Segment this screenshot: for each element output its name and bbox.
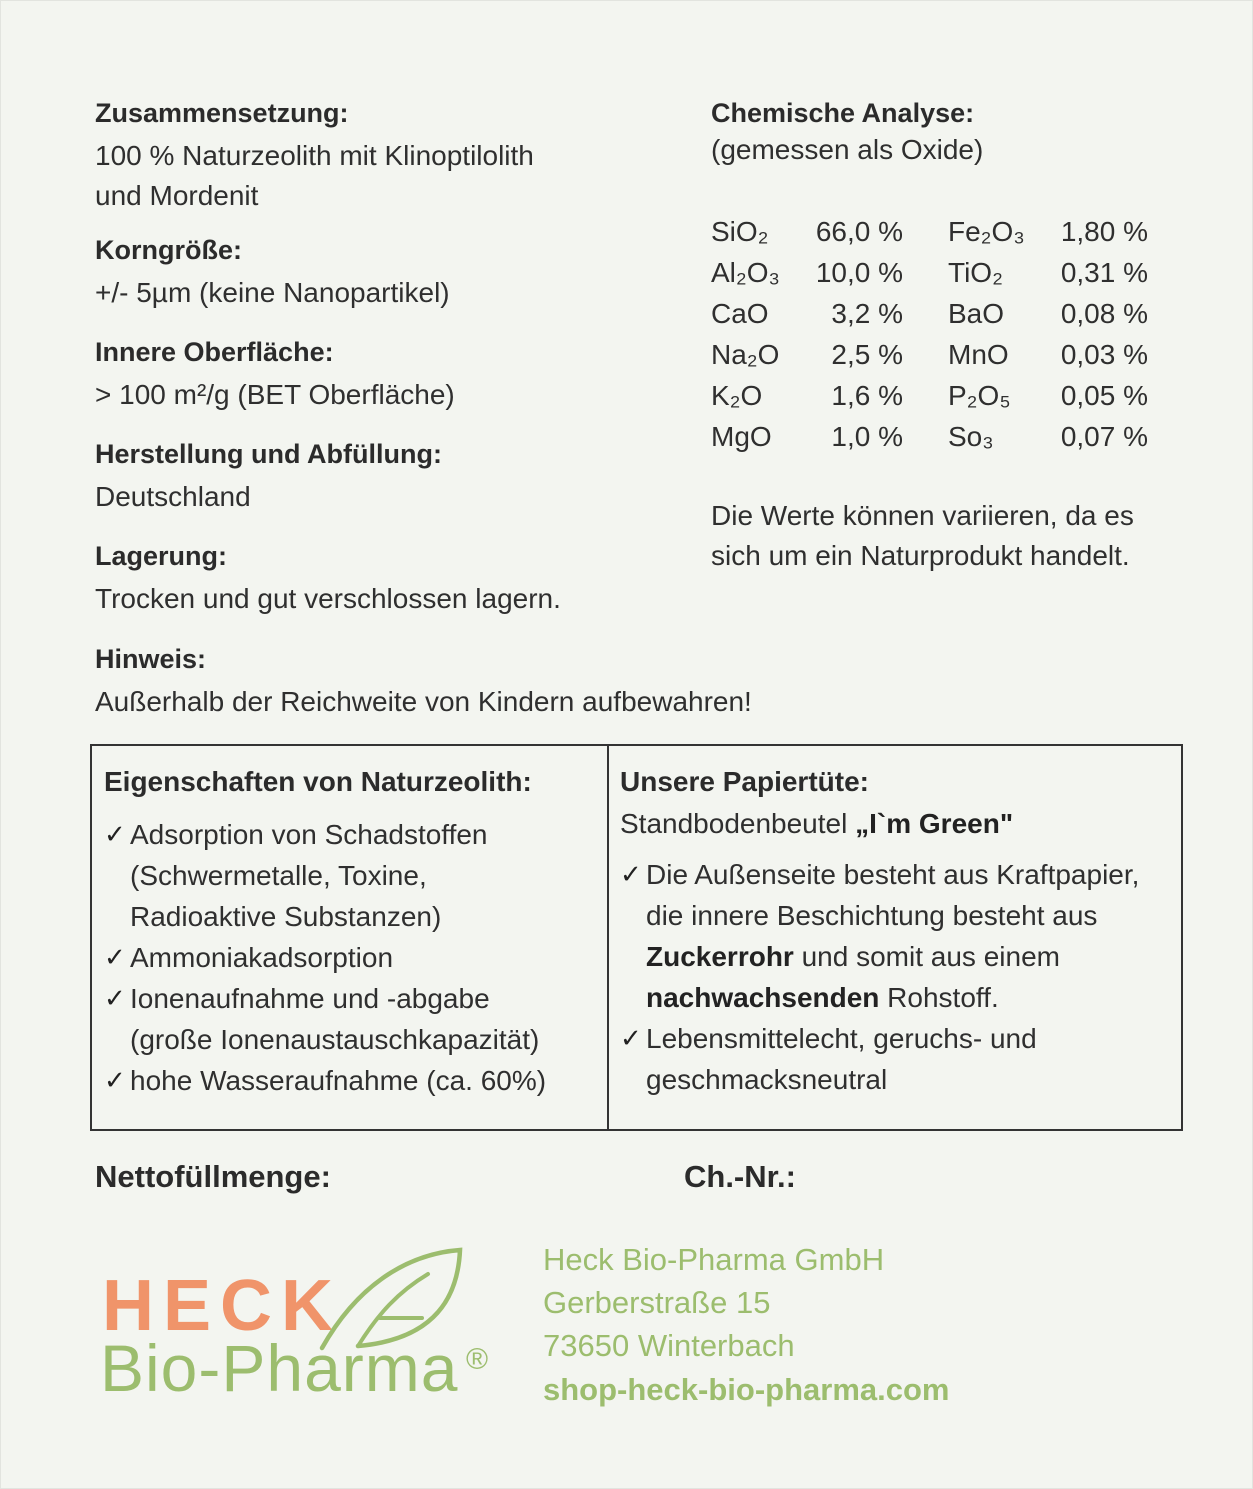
oxide-formula: MnO: [948, 339, 1009, 370]
checkmark-icon: ✓: [104, 983, 126, 1013]
highlight-text: nachwachsenden: [646, 982, 880, 1013]
logo-heck-text: HECK: [102, 1266, 343, 1346]
analysis-disclaimer: [711, 496, 1241, 576]
composition-section: [95, 96, 655, 216]
item-line: (große Ionenaustauschkapazität): [130, 1024, 540, 1055]
highlight-text: Zuckerrohr: [646, 941, 794, 972]
bag-subtitle-prefix: Standbodenbeutel: [620, 808, 856, 839]
surface-text: > 100 m²/g (BET Oberfläche): [95, 379, 455, 410]
list-item: [620, 854, 1175, 1018]
analysis-subheading: (gemessen als Oxide): [711, 134, 984, 165]
production-text: Deutschland: [95, 481, 251, 512]
list-item: [104, 814, 599, 937]
oxide-formula: Fe₂O₃: [948, 216, 1025, 247]
oxide-value: 66,0 %: [815, 216, 903, 247]
logo-bio-pharma-text: Bio-Pharma: [100, 1331, 459, 1405]
bag-subtitle: [620, 804, 1175, 844]
shop-website-link[interactable]: shop-heck-bio-pharma.com: [543, 1372, 950, 1407]
bag-product-name: „I`m Green": [855, 808, 1014, 839]
composition-heading: Zusammensetzung:: [95, 98, 349, 128]
company-street: Gerberstraße 15: [543, 1285, 771, 1320]
checkmark-icon: ✓: [620, 1023, 642, 1053]
box-divider: [607, 746, 609, 1129]
oxide-formula: MgO: [711, 421, 772, 452]
item-text: Rohstoff.: [879, 982, 999, 1013]
checkmark-icon: ✓: [104, 819, 126, 849]
note-section: [95, 642, 995, 722]
oxide-value: 0,08 %: [1060, 298, 1148, 329]
oxide-value: 3,2 %: [831, 298, 903, 329]
oxide-value: 2,5 %: [831, 339, 903, 370]
oxide-value: 1,80 %: [1060, 216, 1148, 247]
oxide-value: 0,03 %: [1060, 339, 1148, 370]
oxide-formula: SiO₂: [711, 216, 769, 247]
oxide-formula: TiO₂: [948, 257, 1003, 288]
item-line: Die Außenseite besteht aus Kraftpapier,: [646, 859, 1140, 890]
item-line: [646, 936, 1175, 977]
checkmark-icon: ✓: [104, 942, 126, 972]
analysis-header: [711, 96, 1231, 170]
list-item: [104, 937, 599, 978]
item-line: Ammoniakadsorption: [130, 942, 394, 973]
item-line: [646, 977, 1175, 1018]
production-heading: Herstellung und Abfüllung:: [95, 439, 442, 469]
checkmark-icon: ✓: [620, 859, 642, 889]
list-item: [620, 1018, 1175, 1100]
composition-line-1: 100 % Naturzeolith mit Klinoptilolith: [95, 140, 534, 171]
properties-heading: Eigenschaften von Naturzeolith:: [104, 766, 532, 797]
oxide-value: 0,31 %: [1060, 257, 1148, 288]
item-line: geschmacksneutral: [646, 1064, 888, 1095]
batch-number-label: Ch.-Nr.:: [684, 1159, 796, 1194]
list-item: [104, 1060, 599, 1101]
oxide-formula: Al₂O₃: [711, 257, 780, 288]
surface-heading: Innere Oberfläche:: [95, 337, 334, 367]
company-name: Heck Bio-Pharma GmbH: [543, 1242, 885, 1277]
company-city: 73650 Winterbach: [543, 1328, 795, 1363]
grain-text: +/- 5µm (keine Nanopartikel): [95, 277, 450, 308]
bag-heading: Unsere Papiertüte:: [620, 766, 869, 797]
registered-mark: ®: [466, 1343, 489, 1376]
oxide-formula: So₃: [948, 421, 994, 452]
properties-list: [104, 814, 599, 1101]
storage-heading: Lagerung:: [95, 541, 227, 571]
bag-column: [620, 764, 1175, 1100]
oxide-formula: BaO: [948, 298, 1005, 329]
oxide-value: 1,6 %: [831, 380, 903, 411]
bag-list: [620, 854, 1175, 1100]
oxide-value: 0,07 %: [1060, 421, 1148, 452]
note-heading: Hinweis:: [95, 644, 207, 674]
oxide-formula: P₂O₅: [948, 380, 1011, 411]
item-line: Ionenaufnahme und -abgabe: [130, 983, 490, 1014]
item-line: hohe Wasseraufnahme (ca. 60%): [130, 1065, 547, 1096]
composition-line-2: und Mordenit: [95, 180, 259, 211]
oxide-formula: CaO: [711, 298, 769, 329]
item-line: (Schwermetalle, Toxine,: [130, 860, 427, 891]
item-line: Radioaktive Substanzen): [130, 901, 442, 932]
oxide-formula: K₂O: [711, 380, 763, 411]
oxide-value: 0,05 %: [1060, 380, 1148, 411]
item-line: Adsorption von Schadstoffen: [130, 819, 488, 850]
analysis-heading: Chemische Analyse:: [711, 98, 975, 128]
surface-section: [95, 335, 655, 415]
checkmark-icon: ✓: [104, 1065, 126, 1095]
disclaimer-line-2: sich um ein Naturprodukt handelt.: [711, 540, 1130, 571]
grain-heading: Korngröße:: [95, 235, 242, 265]
note-text: Außerhalb der Reichweite von Kindern aufbewahren!: [95, 686, 752, 717]
list-item: [104, 978, 599, 1060]
disclaimer-line-1: Die Werte können variieren, da es: [711, 500, 1134, 531]
oxide-value: 1,0 %: [831, 421, 903, 452]
item-line: die innere Beschichtung besteht aus: [646, 900, 1098, 931]
net-quantity-label: Nettofüllmenge:: [95, 1159, 331, 1194]
oxide-value: 10,0 %: [815, 257, 903, 288]
item-line: Lebensmittelecht, geruchs- und: [646, 1023, 1037, 1054]
grain-section: [95, 233, 655, 313]
storage-section: [95, 539, 655, 619]
properties-column: [104, 764, 599, 1101]
properties-box: [90, 744, 1183, 1131]
oxide-formula: Na₂O: [711, 339, 780, 370]
storage-text: Trocken und gut verschlossen lagern.: [95, 583, 561, 614]
production-section: [95, 437, 655, 517]
item-text: und somit aus einem: [793, 941, 1060, 972]
